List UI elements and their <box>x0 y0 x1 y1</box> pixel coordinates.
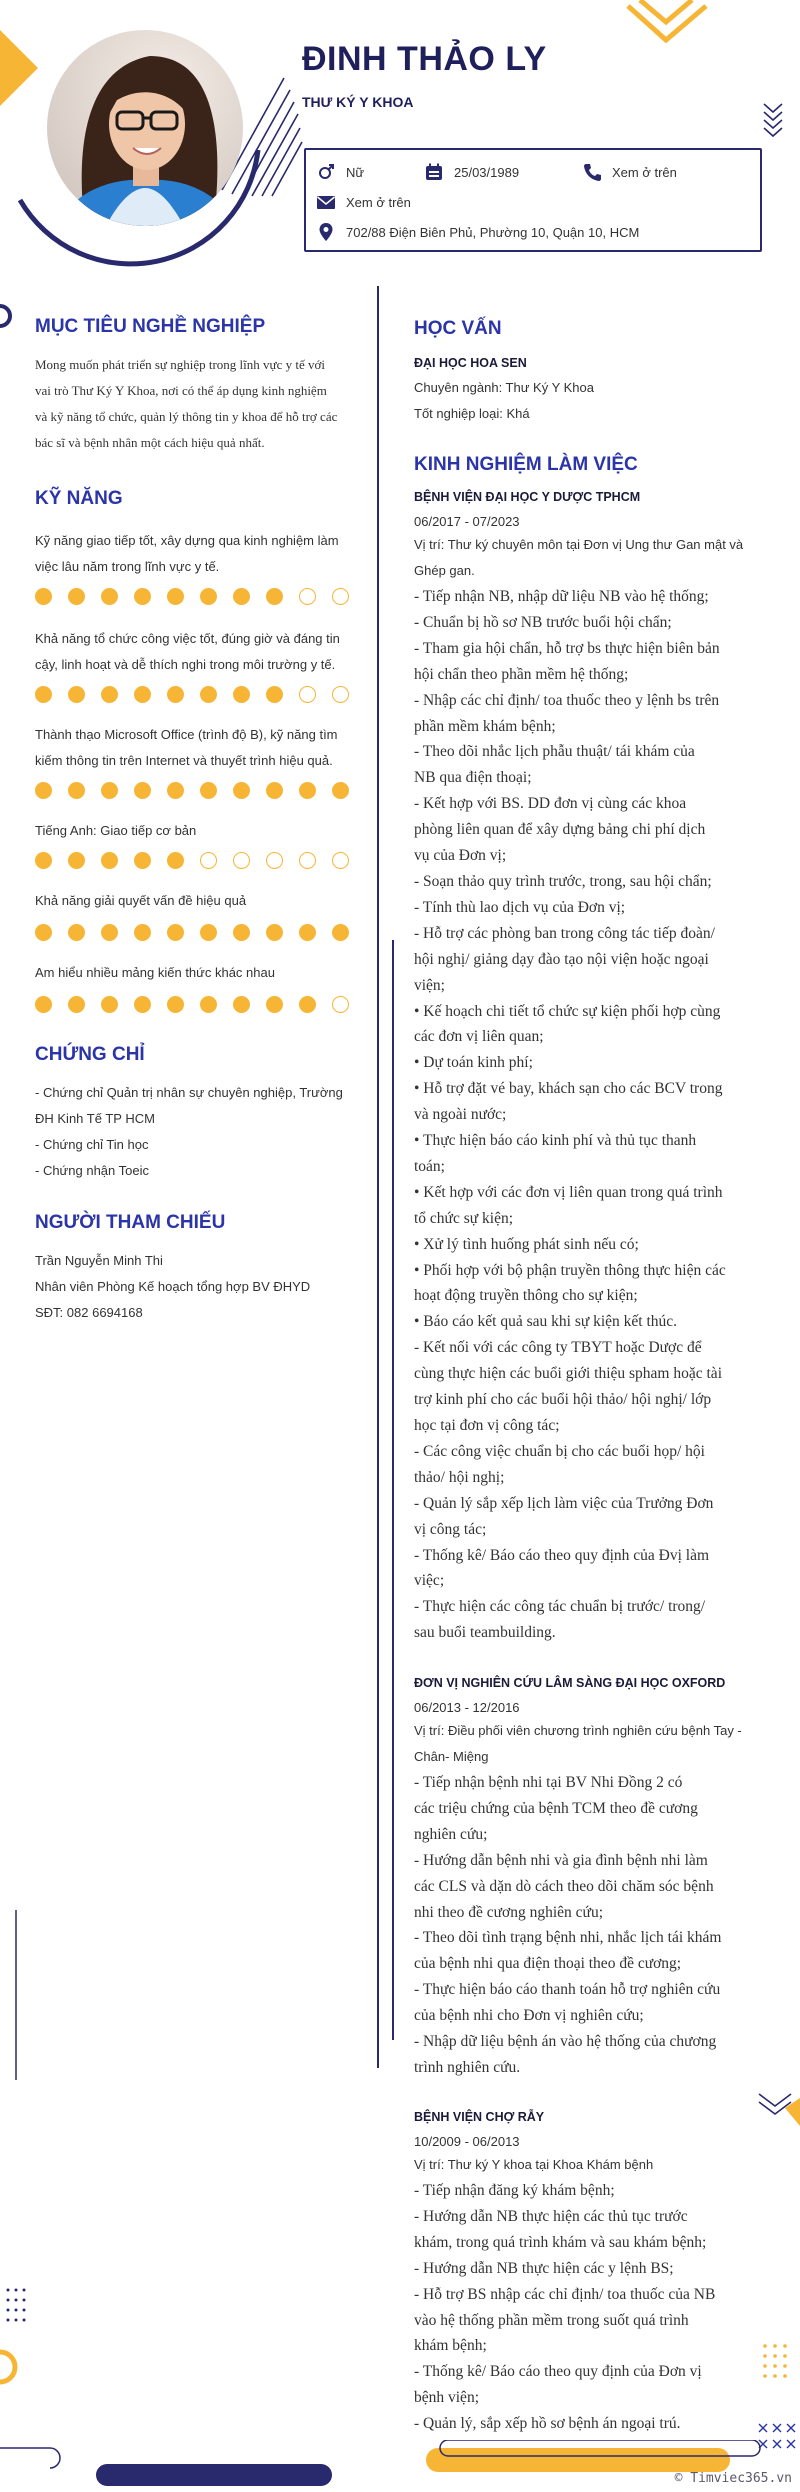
watermark: © Timviec365.vn <box>674 2471 792 2486</box>
duty-line: - Tiếp nhận bệnh nhi tại BV Nhi Đồng 2 có <box>414 1774 683 1791</box>
duty-line: viện; <box>414 976 445 994</box>
skill-dot <box>266 924 283 941</box>
profile-photo <box>45 28 245 228</box>
skill-dot <box>266 686 283 703</box>
calendar-icon <box>424 162 444 182</box>
skill-dot <box>233 924 250 941</box>
skill-dot <box>332 996 349 1013</box>
skill-dot <box>299 686 316 703</box>
skill-dot <box>35 782 52 799</box>
skill-dot <box>266 996 283 1013</box>
skills-title: KỸ NĂNG <box>35 488 123 509</box>
column-divider <box>377 286 379 2068</box>
skill-dot <box>299 782 316 799</box>
skill-dot <box>35 996 52 1013</box>
duty-line: vụ của Đơn vị; <box>414 847 507 865</box>
skill-item: Am hiểu nhiều mảng kiến thức khác nhau <box>35 965 275 980</box>
duty-line: - Tham gia hội chẩn, hỗ trợ bs thực hiện biên bản <box>414 639 720 657</box>
skill-dot <box>299 996 316 1013</box>
education-title: HỌC VẤN <box>414 318 502 339</box>
duty-line: - Tiếp nhận đăng ký khám bệnh; <box>414 2182 615 2199</box>
skill-dot <box>233 588 250 605</box>
skill-dot <box>134 996 151 1013</box>
duty-line: • Thực hiện báo cáo kinh phí và thủ tục thanh <box>414 1132 697 1150</box>
skill-dot <box>101 782 118 799</box>
duty-line: các CLS và dặn dò cách theo dõi chăm sóc bệnh <box>414 1877 714 1895</box>
skill-dot <box>101 996 118 1013</box>
duty-line: • Hỗ trợ đặt vé bay, khách sạn cho các BCV trong <box>414 1080 723 1098</box>
skill-dot <box>167 782 184 799</box>
skill-dot <box>134 782 151 799</box>
duty-line: - Theo dõi tình trạng bệnh nhi, nhắc lịch tái khám <box>414 1929 722 1947</box>
duty-line: - Quản lý, sắp xếp hồ sơ bệnh án ngoại trú. <box>414 2415 681 2433</box>
duty-line: - Hỗ trợ BS nhập các chỉ định/ toa thuốc của NB <box>414 2285 716 2303</box>
skill-dot <box>101 852 118 869</box>
duty-line: tổ chức sự kiện; <box>414 1209 514 1227</box>
skill-dot <box>200 852 217 869</box>
address-value: 702/88 Điện Biên Phủ, Phường 10, Quận 10, HCM <box>346 224 640 240</box>
skill-dot <box>167 686 184 703</box>
left-side-decoration <box>0 300 40 2492</box>
skill-dot <box>68 686 85 703</box>
duty-line: bệnh viện; <box>414 2389 479 2407</box>
contact-info-box <box>304 148 762 252</box>
references-list: Trần Nguyễn Minh Thi Nhân viên Phòng Kế hoạch tổng hợp BV ĐHYD SĐT: 082 6694168 <box>35 1253 311 1320</box>
duty-line: • Báo cáo kết quả sau khi sự kiện kết thúc. <box>414 1313 678 1331</box>
skill-dot <box>299 852 316 869</box>
duty-line: - Thực hiện các công tác chuẩn bị trước/ trong/ <box>414 1598 706 1616</box>
skill-dot <box>68 996 85 1013</box>
job-position: Vị trí: Thư ký Y khoa tại Khoa Khám bệnh <box>414 2157 654 2172</box>
skill-dot <box>200 588 217 605</box>
duty-line: học tại đơn vị công tác; <box>414 1417 560 1434</box>
job-position: Vị trí: Thư ký chuyên môn tại Đơn vị Ung thư Gan mật và Ghép gan. <box>414 537 744 578</box>
duty-line: - Hỗ trợ các phòng ban trong công tác tiếp đoàn/ <box>414 924 715 942</box>
skill-dot <box>35 588 52 605</box>
duty-line: - Thực hiện báo cáo thanh toán hỗ trợ nghiên cứu <box>414 1981 721 1999</box>
duty-line: sau buổi teambuilding. <box>414 1624 556 1642</box>
duty-line: - Thống kê/ Báo cáo theo quy định của Đvị làm <box>414 1546 710 1564</box>
skill-dot <box>200 686 217 703</box>
duty-line: - Soạn thảo quy trình trước, trong, sau hội chẩn; <box>414 872 712 890</box>
duty-line: các triệu chứng của bệnh TCM theo đề cương <box>414 1799 698 1817</box>
address-info <box>316 222 639 242</box>
skill-dot <box>134 588 151 605</box>
duty-line: trợ kinh phí cho các buổi hội thảo/ hội nghị/ lớp <box>414 1391 712 1409</box>
job-period: 06/2017 - 07/2023 <box>414 514 520 529</box>
duty-line: vào hệ thống phần mềm trong suốt quá trình <box>414 2311 689 2329</box>
skill-rating <box>35 588 349 605</box>
gender-value: Nữ <box>346 164 365 180</box>
job-company: BỆNH VIỆN ĐẠI HỌC Y DƯỢC TPHCM <box>414 490 641 504</box>
skill-dot <box>68 782 85 799</box>
gender-icon <box>316 162 336 182</box>
skill-item: Tiếng Anh: Giao tiếp cơ bản <box>35 823 197 838</box>
skill-dot <box>68 924 85 941</box>
duty-line: - Hướng dẫn bệnh nhi và gia đình bệnh nhi làm <box>414 1851 708 1869</box>
skill-dot <box>134 686 151 703</box>
duty-line: - Kết hợp với BS. DD đơn vị cùng các khoa <box>414 795 687 813</box>
duty-line: - Hướng dẫn NB thực hiện các thủ tục trước <box>414 2207 688 2225</box>
duty-line: - Chuẩn bị hồ sơ NB trước buổi hội chẩn; <box>414 613 672 631</box>
skill-dot <box>332 782 349 799</box>
skill-dot <box>167 588 184 605</box>
skill-dot <box>266 782 283 799</box>
skill-dot <box>101 686 118 703</box>
school-grade: Tốt nghiệp loại: Khá <box>414 406 530 421</box>
experience-title: KINH NGHIỆM LÀM VIỆC <box>414 454 638 475</box>
references-title: NGƯỜI THAM CHIẾU <box>35 1212 226 1233</box>
job-duties <box>414 2178 776 2437</box>
duty-line: vị công tác; <box>414 1520 487 1538</box>
skill-rating <box>35 924 349 941</box>
skill-dot <box>101 588 118 605</box>
duty-line: - Theo dõi nhắc lịch phẫu thuật/ tái khám của <box>414 743 695 761</box>
skill-rating <box>35 996 349 1013</box>
duty-line: phòng liên quan để xây dựng bảng chi phí dịch <box>414 821 706 839</box>
duty-line: các đơn vị liên quan; <box>414 1028 544 1046</box>
skill-dot <box>35 852 52 869</box>
duty-line: - Quản lý sắp xếp lịch làm việc của Trưởng Đơn <box>414 1494 714 1512</box>
birthdate-value: 25/03/1989 <box>454 164 520 180</box>
skill-dot <box>332 924 349 941</box>
skill-item: Khả năng giải quyết vấn đề hiệu quả <box>35 893 247 908</box>
duty-line: - Nhập dữ liệu bệnh án vào hệ thống của chương <box>414 2033 717 2051</box>
skill-dot <box>332 852 349 869</box>
duty-line: NB qua điện thoại; <box>414 769 532 787</box>
duty-line: • Phối hợp với bộ phận truyền thông thực hiện các <box>414 1261 726 1279</box>
duty-line: - Tiếp nhận NB, nhập dữ liệu NB vào hệ thống; <box>414 588 709 605</box>
skill-dot <box>101 924 118 941</box>
school-major: Chuyên ngành: Thư Ký Y Khoa <box>414 380 595 395</box>
duty-line: việc; <box>414 1572 445 1590</box>
skill-dot <box>134 924 151 941</box>
phone-icon <box>582 162 602 182</box>
objective-title: MỤC TIÊU NGHỀ NGHIỆP <box>35 316 266 337</box>
duty-line: trình nghiên cứu. <box>414 2058 521 2076</box>
email-info <box>316 192 411 212</box>
skill-dot <box>68 588 85 605</box>
duty-line: hội chẩn theo phần mềm hệ thống; <box>414 665 629 683</box>
skill-rating <box>35 852 349 869</box>
duty-line: nghiên cứu; <box>414 1825 488 1843</box>
birthdate-info <box>424 162 519 182</box>
phone-value: Xem ở trên <box>612 164 677 180</box>
duty-line: - Tính thù lao dịch vụ của Đơn vị; <box>414 898 626 916</box>
skill-dot <box>233 996 250 1013</box>
job-position: Vị trí: Điều phối viên chương trình nghiên cứu bệnh Tay - Chân- Miệng <box>414 1723 742 1764</box>
job-company: BỆNH VIỆN CHỢ RẪY <box>414 2110 545 2124</box>
skill-dot <box>266 852 283 869</box>
skill-rating <box>35 782 349 799</box>
duty-line: - Thống kê/ Báo cáo theo quy định của Đơn vị <box>414 2363 702 2381</box>
objective-text: Mong muốn phát triển sự nghiệp trong lĩnh vực y tế với vai trò Thư Ký Y Khoa, nơi có thể áp dụng kinh nghiệm và kỹ năng tổ chức, quản lý thông tin y khoa để hỗ trợ các bác sĩ và bệnh nhân một cách hiệu quả nhất. <box>35 357 338 450</box>
duty-line: • Xử lý tình huống phát sinh nếu có; <box>414 1235 639 1253</box>
duty-line: • Dự toán kinh phí; <box>414 1054 533 1072</box>
skill-dot <box>233 686 250 703</box>
skill-dot <box>134 852 151 869</box>
duty-line: thảo/ hội nghị; <box>414 1468 505 1486</box>
skill-item: Kỹ năng giao tiếp tốt, xây dựng qua kinh nghiệm làm việc lâu năm trong lĩnh vực y tế. <box>35 533 339 574</box>
certificates-title: CHỨNG CHỈ <box>35 1044 145 1065</box>
skill-item: Thành thạo Microsoft Office (trình độ B), kỹ năng tìm kiếm thông tin trên Internet và thuyết trình hiệu quả. <box>35 727 338 768</box>
job-company: ĐƠN VỊ NGHIÊN CỨU LÂM SÀNG ĐẠI HỌC OXFORD <box>414 1676 726 1690</box>
duty-line: của bệnh nhi qua điện thoại theo đề cương; <box>414 1955 682 1973</box>
right-vertical-line <box>392 940 394 2040</box>
duty-line: phần mềm khám bệnh; <box>414 717 556 735</box>
duty-line: cùng thực hiện các buổi giới thiệu spham hoặc tài <box>414 1365 722 1383</box>
duty-line: hoạt động truyền thông cho sự kiện; <box>414 1287 638 1305</box>
duty-line: toán; <box>414 1157 445 1175</box>
skill-dot <box>167 852 184 869</box>
skill-dot <box>332 686 349 703</box>
school-name: ĐẠI HỌC HOA SEN <box>414 356 527 370</box>
job-duties <box>414 1770 776 2081</box>
duty-line: - Kết nối với các công ty TBYT hoặc Dược để <box>414 1339 702 1357</box>
skill-dot <box>200 924 217 941</box>
job-period: 10/2009 - 06/2013 <box>414 2134 520 2149</box>
candidate-name: ĐINH THẢO LY <box>302 40 547 78</box>
job-period: 06/2013 - 12/2016 <box>414 1700 520 1715</box>
skill-dot <box>35 924 52 941</box>
skill-dot <box>332 588 349 605</box>
email-value: Xem ở trên <box>346 194 411 210</box>
skill-dot <box>200 996 217 1013</box>
skill-dot <box>167 996 184 1013</box>
location-icon <box>316 222 336 242</box>
duty-line: khám, trong quá trình khám và sau khám bệnh; <box>414 2233 707 2251</box>
job-duties <box>414 584 776 1646</box>
skill-dot <box>233 782 250 799</box>
duty-line: hội nghị/ giảng dạy đào tạo nội viện hoặc ngoại <box>414 950 709 968</box>
phone-info <box>582 162 677 182</box>
email-icon <box>316 192 336 212</box>
duty-line: và ngoài nước; <box>414 1106 507 1124</box>
skill-dot <box>233 852 250 869</box>
duty-line: - Các công việc chuẩn bị cho các buổi họp/ hội <box>414 1442 705 1460</box>
skill-dot <box>299 588 316 605</box>
skill-item: Khả năng tổ chức công việc tốt, đúng giờ và đáng tin cậy, linh hoạt và dễ thích nghi trong môi trường y tế. <box>35 631 340 672</box>
duty-line: - Nhập các chỉ định/ toa thuốc theo y lệnh bs trên <box>414 691 720 709</box>
skill-dot <box>167 924 184 941</box>
duty-line: • Kết hợp với các đơn vị liên quan trong quá trình <box>414 1183 723 1201</box>
duty-line: nhi theo đề cương nghiên cứu; <box>414 1903 603 1921</box>
duty-line: • Kế hoạch chi tiết tổ chức sự kiện phối hợp cùng <box>414 1002 721 1020</box>
duty-line: của bệnh nhi cho Đơn vị nghiên cứu; <box>414 2007 644 2025</box>
skill-rating <box>35 686 349 703</box>
skill-dot <box>35 686 52 703</box>
job-title: THƯ KÝ Y KHOA <box>302 94 414 110</box>
duty-line: khám bệnh; <box>414 2337 487 2355</box>
gender-info <box>316 162 364 182</box>
skill-dot <box>200 782 217 799</box>
skill-dot <box>266 588 283 605</box>
certificates-list: - Chứng chỉ Quản trị nhân sự chuyên nghiệp, Trường ĐH Kinh Tế TP HCM - Chứng chỉ Tin học - Chứng nhận Toeic <box>35 1085 343 1178</box>
skill-dot <box>299 924 316 941</box>
duty-line: - Hướng dẫn NB thực hiện các y lệnh BS; <box>414 2259 674 2277</box>
skill-dot <box>68 852 85 869</box>
